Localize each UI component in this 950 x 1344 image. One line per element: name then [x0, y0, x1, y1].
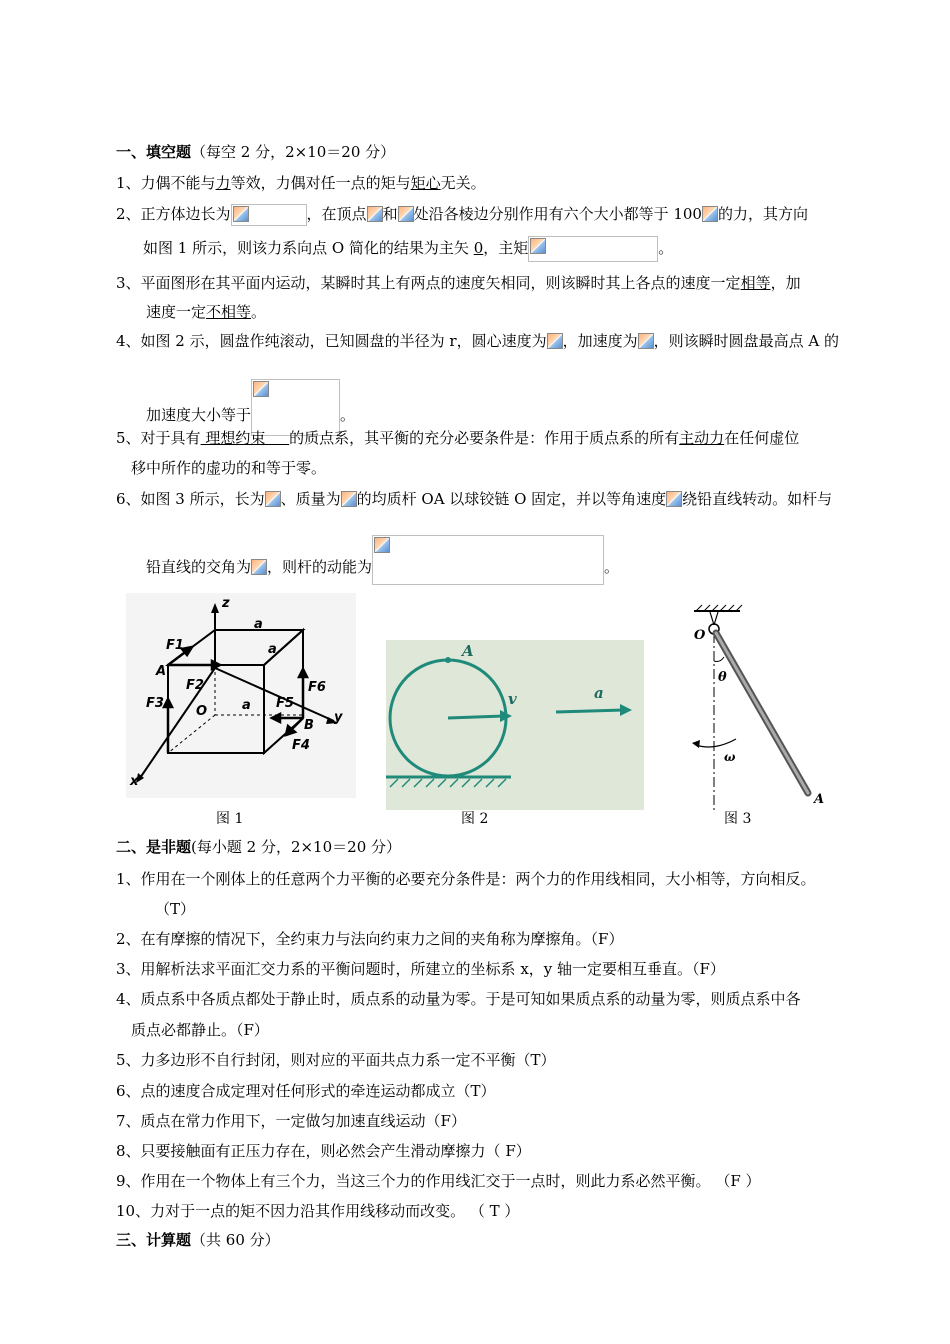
q1-answer-2: 矩心 [410, 174, 441, 192]
section-1-heading [116, 141, 395, 163]
question-3-line-1 [116, 272, 801, 294]
q1-text-2: 等效，力偶对任一点的矩与 [230, 174, 411, 192]
q5-text-3: 在任何虚位 [724, 429, 800, 447]
figure-2-rolling-disc [386, 640, 644, 810]
figure-1-caption: 图 1 [216, 811, 244, 827]
broken-image-icon [265, 491, 281, 507]
axis-x-label: x [130, 774, 139, 789]
q6-text-5: 铅直线的交角为 [146, 558, 252, 576]
force-f2-label: F2 [186, 678, 204, 693]
tf-item-4-cont: 质点必都静止。（F） [131, 1021, 269, 1039]
q2-text-3: 和 [382, 205, 398, 223]
section-1-note: （每空 2 分，2×10＝20 分） [191, 143, 396, 161]
figure-1-cube [126, 593, 356, 798]
tf-item-3: 3、用解析法求平面汇交力系的平衡问题时，所建立的坐标系 x，y 轴一定要相互垂直。（F） [116, 960, 725, 978]
q5-text: 5、对于具有 [116, 429, 201, 447]
axis-z-label: z [222, 596, 230, 611]
question-5-line-2 [131, 457, 326, 479]
edge-a-label-3: a [242, 698, 251, 713]
broken-image-icon [547, 333, 563, 349]
q4-text-5: 。 [340, 406, 356, 424]
q5-answer-1: 理想约束 [200, 429, 290, 447]
point-o-label: O [196, 704, 208, 719]
force-f3-label: F3 [146, 696, 164, 711]
q1-text-3: 无关。 [440, 174, 486, 192]
q3-text-3: 速度一定 [146, 303, 207, 321]
question-1 [116, 172, 486, 194]
q2-answer-1: 0 [473, 239, 484, 257]
question-2-line-1 [116, 203, 808, 226]
section-3-heading [116, 1229, 280, 1251]
tf-item-4: 4、质点系中各质点都处于静止时，质点系的动量为零。于是可知如果质点系的动量为零，则质点系中各 [116, 990, 801, 1008]
tf-item-1-answer: （T） [155, 900, 196, 918]
broken-image-icon [233, 206, 249, 222]
broken-image-icon [666, 491, 682, 507]
q3-text-4: 。 [251, 303, 267, 321]
q6-text-3: 的均质杆 OA 以球铰链 O 固定，并以等角速度 [356, 490, 667, 508]
broken-image-icon [367, 206, 383, 222]
q1-answer-1: 力 [215, 174, 231, 192]
tf-item-6: 6、点的速度合成定理对任何形式的牵连运动都成立（T） [116, 1082, 496, 1100]
question-2-line-2 [143, 236, 673, 262]
point-a-label: A [462, 642, 474, 660]
q2-text-5: 的力，其方向 [717, 205, 808, 223]
point-b-label: B [304, 718, 314, 733]
edge-a-label-2: a [268, 642, 277, 657]
broken-image-icon [374, 537, 390, 553]
edge-a-label-1: a [254, 617, 263, 632]
question-4-line-1 [116, 330, 839, 352]
q4-text-4: 加速度大小等于 [146, 406, 252, 424]
point-a-label: A [814, 792, 825, 807]
omega-label: ω [724, 750, 736, 764]
q1-text: 1、力偶不能与 [116, 174, 216, 192]
q3-answer-1: 相等 [740, 274, 771, 292]
section-3-note: （共 60 分） [191, 1231, 280, 1249]
figure-3-caption: 图 3 [724, 811, 752, 827]
question-6-line-1 [116, 488, 832, 510]
tf-item-7: 7、质点在常力作用下，一定做匀加速直线运动（F） [116, 1112, 466, 1130]
tf-item-10: 10、力对于一点的矩不因力沿其作用线移动而改变。 （ T ） [116, 1202, 520, 1220]
broken-image-icon [530, 238, 546, 254]
point-o-label: O [694, 628, 706, 643]
q6-text-4: 绕铅直线转动。如杆与 [682, 490, 833, 508]
velocity-v-label: v [508, 690, 517, 708]
section-2-title: 二、是非题 [116, 838, 192, 856]
q6-text-6: ，则杆的动能为 [267, 558, 373, 576]
section-2-heading [116, 836, 401, 858]
broken-image-icon [702, 206, 718, 222]
acceleration-a-label: a [594, 684, 604, 702]
q3-answer-2: 不相等 [206, 303, 252, 321]
tf-item-9: 9、作用在一个物体上有三个力，当这三个力的作用线汇交于一点时，则此力系必然平衡。 （F ） [116, 1172, 761, 1190]
theta-label: θ [718, 670, 727, 685]
point-a-label: A [156, 664, 167, 679]
q4-text-2: ，加速度为 [562, 332, 638, 350]
force-f6-label: F6 [308, 680, 326, 695]
formula-image-box [231, 204, 307, 226]
broken-image-icon [251, 559, 267, 575]
q5-text-2: 的质点系，其平衡的充分必要条件是：作用于质点系的所有 [289, 429, 680, 447]
tf-item-8: 8、只要接触面有正压力存在，则必然会产生滑动摩擦力（ F） [116, 1142, 531, 1160]
question-3-line-2 [146, 301, 266, 323]
broken-image-icon [341, 491, 357, 507]
q5-answer-2: 主动力 [679, 429, 725, 447]
section-2-note: (每小题 2 分，2×10＝20 分） [191, 838, 402, 856]
section-1-title: 一、填空题 [116, 143, 192, 161]
figure-3-rod [680, 603, 830, 813]
force-f4-label: F4 [292, 738, 310, 753]
formula-image-box [528, 236, 658, 262]
force-f5-label: F5 [276, 696, 294, 711]
q3-text-2: ，加 [770, 274, 801, 292]
q2-text-7: ，主矩 [483, 239, 529, 257]
formula-image-box [372, 535, 604, 585]
q6-text-2: 、质量为 [280, 490, 341, 508]
question-6-line-2 [146, 535, 619, 585]
axis-y-label: y [334, 710, 343, 725]
tf-item-2: 2、在有摩擦的情况下，全约束力与法向约束力之间的夹角称为摩擦角。（F） [116, 930, 624, 948]
q3-text: 3、平面图形在其平面内运动，某瞬时其上有两点的速度矢相同，则该瞬时其上各点的速度一定 [116, 274, 741, 292]
tf-item-5: 5、力多边形不自行封闭，则对应的平面共点力系一定不平衡（T） [116, 1051, 556, 1069]
broken-image-icon [638, 333, 654, 349]
q2-text-4: 处沿各棱边分别作用有六个大小都等于 100 [413, 205, 702, 223]
tf-item-1: 1、作用在一个刚体上的任意两个力平衡的必要充分条件是：两个力的作用线相同，大小相等，方向相反。 [116, 870, 816, 888]
q2-text: 2、正方体边长为 [116, 205, 231, 223]
q5-text-4: 移中所作的虚功的和等于零。 [131, 459, 327, 477]
q2-text-8: 。 [658, 239, 674, 257]
q4-text: 4、如图 2 示，圆盘作纯滚动，已知圆盘的半径为 r，圆心速度为 [116, 332, 547, 350]
q2-text-2: ，在顶点 [306, 205, 367, 223]
q4-text-3: ，则该瞬时圆盘最高点 A 的 [653, 332, 839, 350]
broken-image-icon [253, 381, 269, 397]
figure-2-caption: 图 2 [461, 811, 489, 827]
q6-text-7: 。 [604, 558, 620, 576]
section-3-title: 三、计算题 [116, 1231, 192, 1249]
question-5-line-1 [116, 427, 799, 449]
q2-text-6: 如图 1 所示，则该力系向点 O 简化的结果为主矢 [143, 239, 469, 257]
force-f1-label: F1 [166, 638, 184, 653]
broken-image-icon [398, 206, 414, 222]
q6-text: 6、如图 3 所示，长为 [116, 490, 265, 508]
